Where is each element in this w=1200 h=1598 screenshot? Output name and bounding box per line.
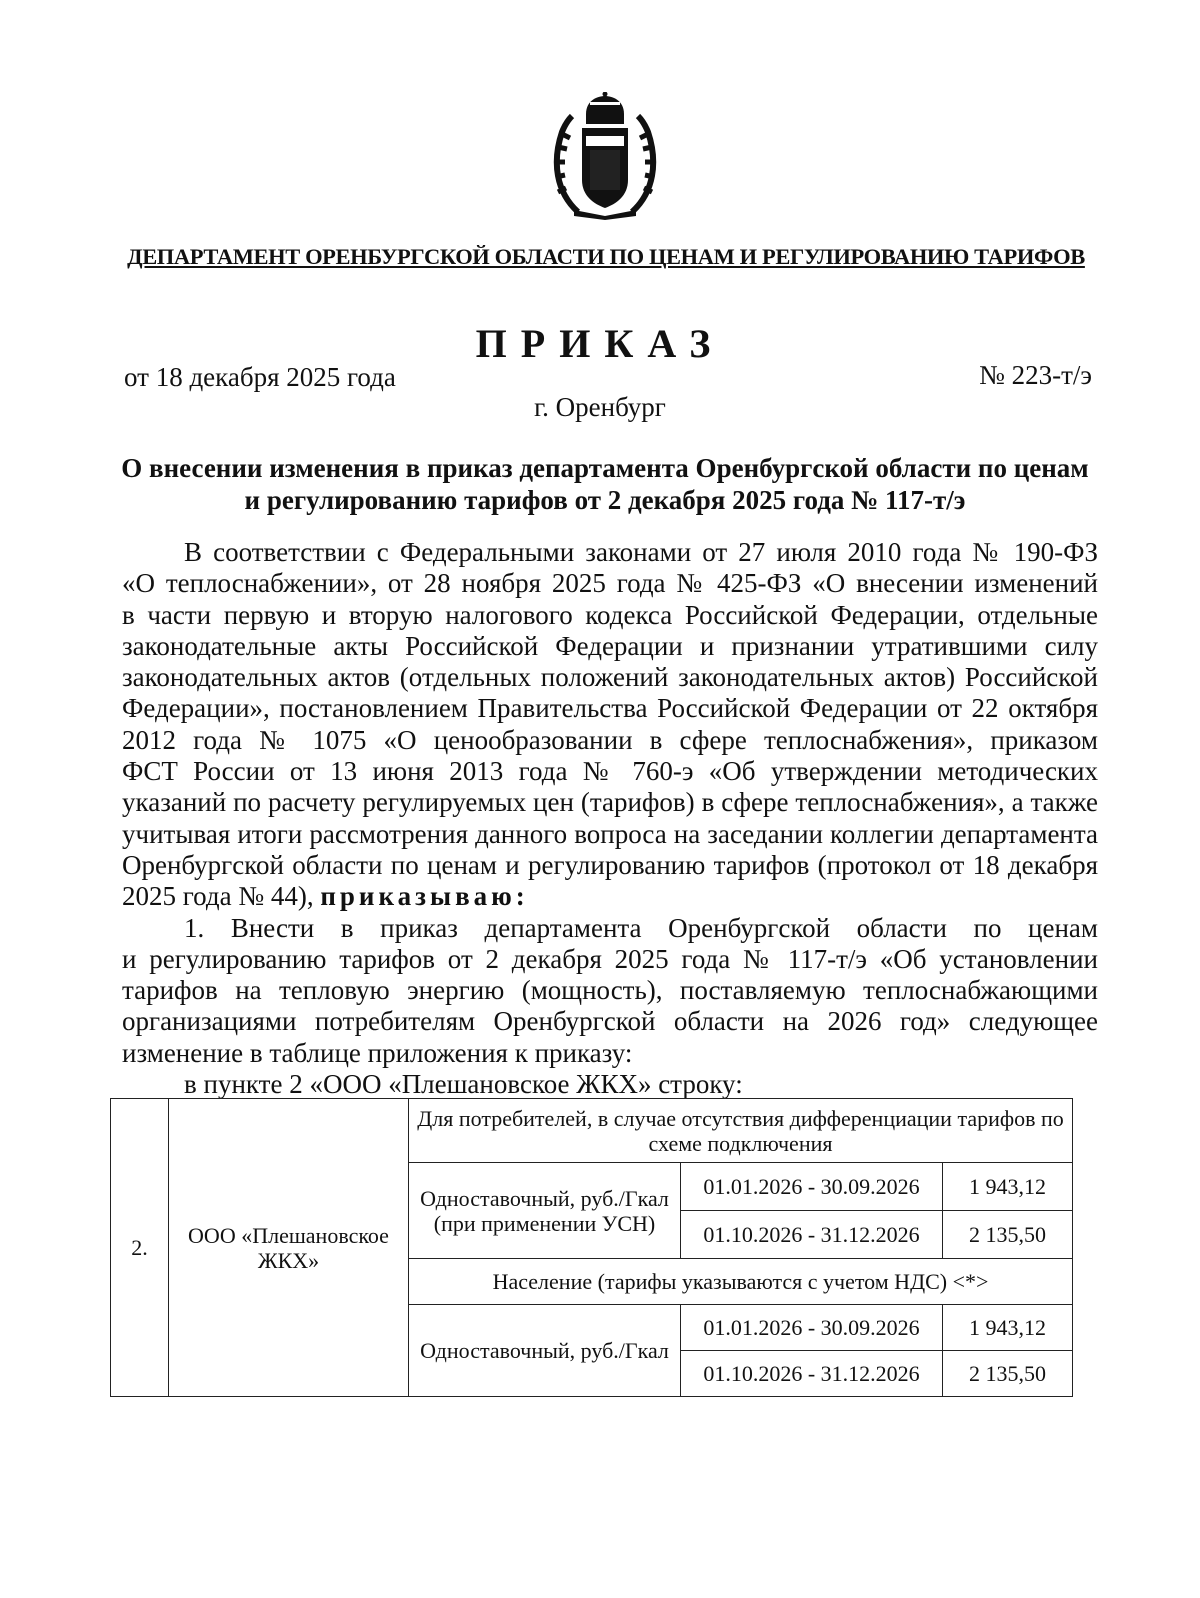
coat-of-arms-icon (548, 92, 662, 220)
text-line: «О теплоснабжении», от 28 ноября 2025 года № 425-ФЗ «О внесении изменений (122, 568, 1098, 599)
text-line: организациями потребителям Оренбургской области на 2026 год» следующее (122, 1006, 1098, 1037)
document-type-title: ПРИКАЗ (475, 321, 725, 366)
order-city: г. Оренбург (534, 392, 666, 422)
period-cell: 01.10.2026 - 31.12.2026 (681, 1351, 943, 1397)
text-line: 2012 года № 1075 «О ценообразовании в сфере теплоснабжения», приказом (122, 724, 1098, 755)
text-line: в части первую и вторую налогового кодекса Российской Федерации, отдельные (122, 599, 1098, 630)
text-fragment: 2025 года № 44), (122, 881, 314, 912)
tariff-table (110, 1098, 1073, 1397)
text-line: законодательные акты Российской Федерации и признании утратившими силу (122, 630, 1098, 661)
text-line: ФСТ России от 13 июня 2013 года № 760-э «Об утверждении методических (122, 756, 1098, 787)
text-line: Федерации», постановлением Правительства Российской Федерации от 22 октября (122, 693, 1098, 724)
paragraph-item-1 (122, 913, 1098, 1069)
text-line: законодательных актов (отдельных положений законодательных актов) Российской (122, 662, 1098, 693)
value-cell: 2 135,50 (943, 1351, 1073, 1397)
group-header-cell: Для потребителей, в случае отсутствия дифференциации тарифов по схеме подключения (409, 1099, 1073, 1163)
value-cell: 1 943,12 (943, 1163, 1073, 1211)
text-line: 1. Внести в приказ департамента Оренбургской области по ценам (184, 912, 1098, 943)
text-line: тарифов на тепловую энергию (мощность), поставляемую теплоснабжающими (122, 975, 1098, 1006)
period-cell: 01.01.2026 - 30.09.2026 (681, 1305, 943, 1351)
order-word: приказываю: (320, 881, 529, 912)
department-name: ДЕПАРТАМЕНТ ОРЕНБУРГСКОЙ ОБЛАСТИ ПО ЦЕНАМ И РЕГУЛИРОВАНИЮ ТАРИФОВ (127, 244, 1085, 269)
paragraph-item-2 (122, 1069, 1098, 1100)
tariff-type-cell: Одноставочный, руб./Гкал (при применении УСН) (409, 1163, 681, 1259)
order-body (122, 537, 1098, 1100)
value-cell: 1 943,12 (943, 1305, 1073, 1351)
paragraph-legal-basis (122, 537, 1098, 913)
text-line: в пункте 2 «ООО «Плешановское ЖКХ» строку: (184, 1069, 743, 1100)
text-line: и регулированию тарифов от 2 декабря 2025 года № 117-т/э «Об установлении (122, 943, 1098, 974)
text-line: изменение в таблице приложения к приказу: (122, 1037, 633, 1068)
order-subject (110, 452, 1100, 516)
text-line: указаний по расчету регулируемых цен (тарифов) в сфере теплоснабжения», а также (122, 787, 1098, 818)
organization-cell: ООО «Плешановское ЖКХ» (169, 1099, 409, 1397)
text-line (122, 881, 1098, 912)
subject-line: О внесении изменения в приказ департамента Оренбургской области по ценам (121, 453, 1089, 483)
period-cell: 01.10.2026 - 31.12.2026 (681, 1211, 943, 1259)
order-date: от 18 декабря 2025 года (124, 362, 396, 392)
order-number: № 223-т/э (979, 360, 1092, 390)
period-cell: 01.01.2026 - 30.09.2026 (681, 1163, 943, 1211)
text-line: Оренбургской области по ценам и регулированию тарифов (протокол от 18 декабря (122, 849, 1098, 880)
subject-line: и регулированию тарифов от 2 декабря 2025 года № 117-т/э (244, 485, 966, 515)
table-row (111, 1099, 1073, 1163)
group-header-cell: Население (тарифы указываются с учетом НДС) <*> (409, 1259, 1073, 1305)
text-line: В соответствии с Федеральными законами от 27 июля 2010 года № 190-ФЗ (184, 537, 1098, 567)
text-line: учитывая итоги рассмотрения данного вопроса на заседании коллегии департамента (122, 818, 1098, 849)
value-cell: 2 135,50 (943, 1211, 1073, 1259)
tariff-type-cell: Одноставочный, руб./Гкал (409, 1305, 681, 1397)
row-number-cell: 2. (111, 1099, 169, 1397)
